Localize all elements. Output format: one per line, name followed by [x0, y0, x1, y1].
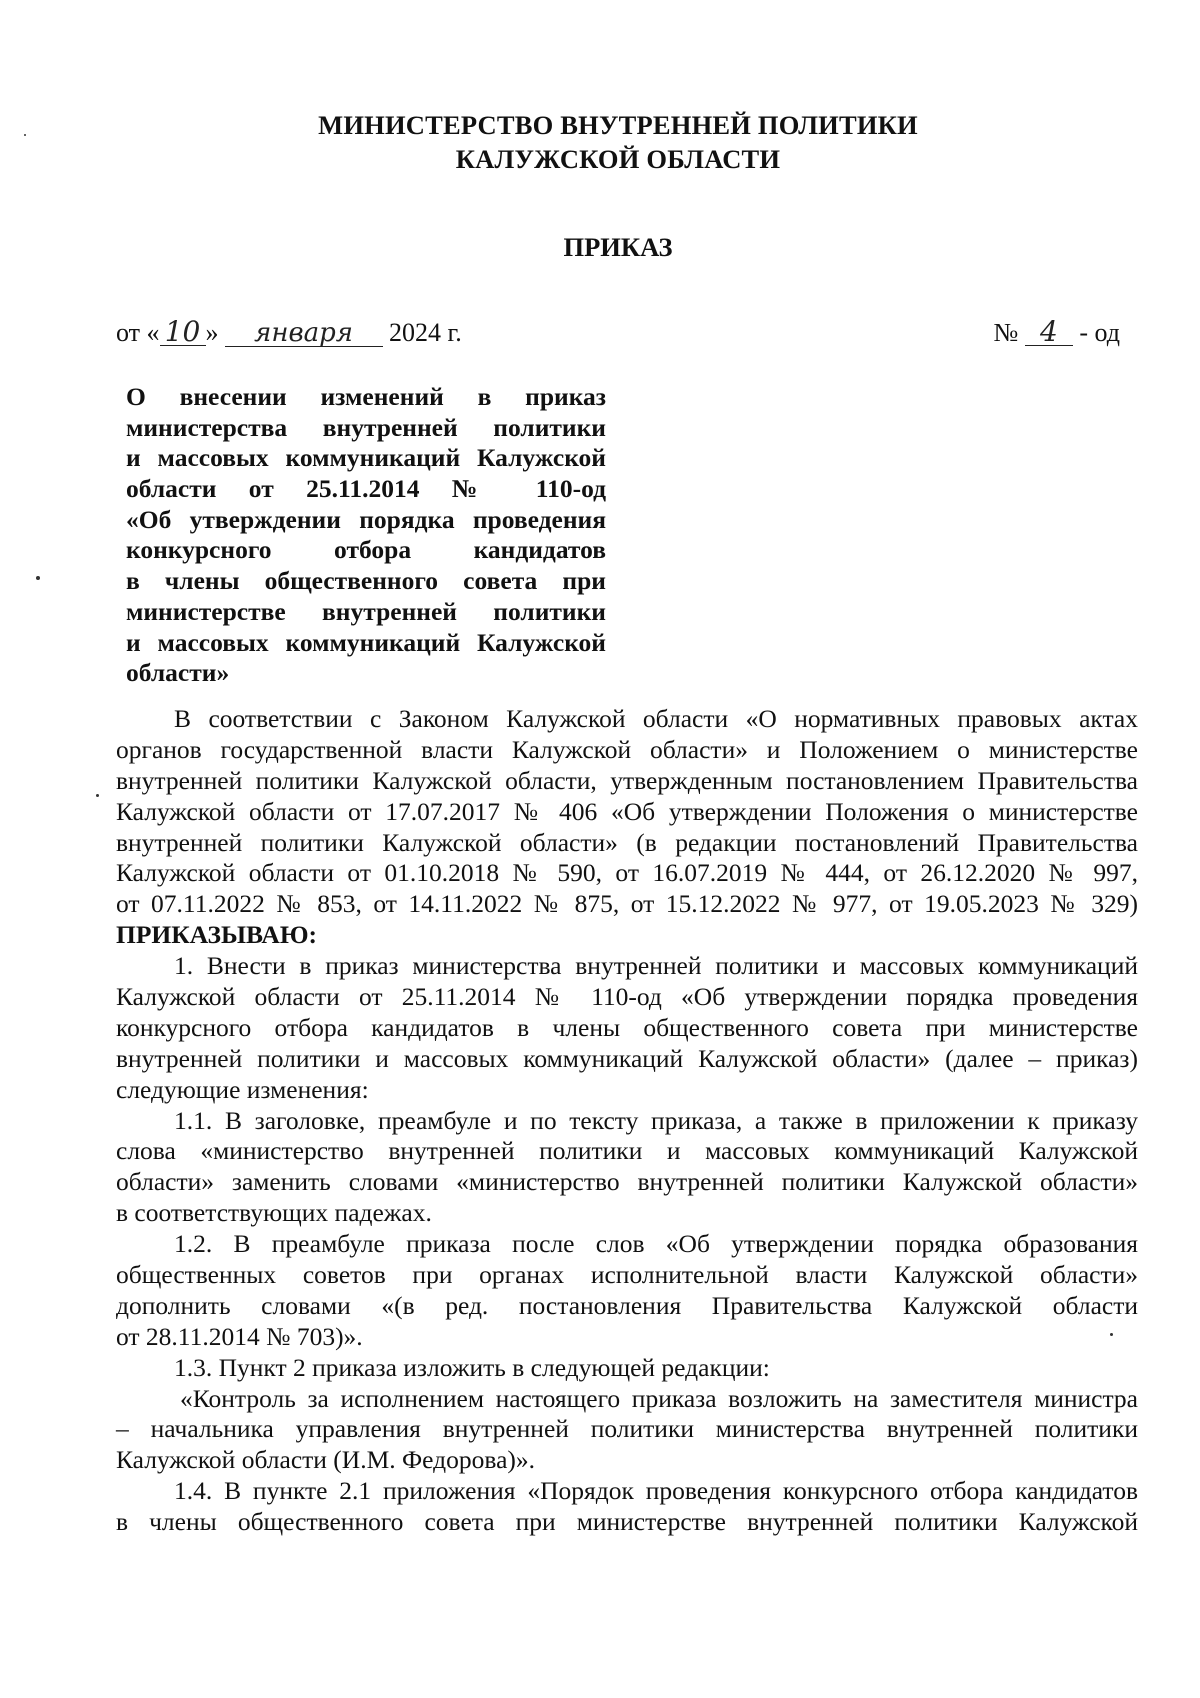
body-line: «Контроль за исполнением настоящего приказа возложить на заместителя министра — [180, 1383, 1138, 1413]
subject-line: и массовых коммуникаций Калужской — [126, 627, 606, 657]
ministry-name-line2: КАЛУЖСКОЙ ОБЛАСТИ — [455, 144, 781, 174]
body-line: Калужской области от 25.11.2014 № 110-од «Об утверждении порядка проведения — [116, 982, 1138, 1012]
body-line: внутренней политики Калужской области» (в редакции постановлений Правительства — [116, 827, 1138, 857]
body-line: слова «министерство внутренней политики и массовых коммуникаций Калужской — [116, 1136, 1138, 1166]
body-line: от 07.11.2022 № 853, от 14.11.2022 № 875, от 15.12.2022 № 977, от 19.05.2023 № 329) — [116, 889, 1138, 919]
body-line: Калужской области от 01.10.2018 № 590, от 16.07.2019 № 444, от 26.12.2020 № 997, — [116, 858, 1138, 888]
ministry-header — [0, 108, 1200, 176]
date-prefix: от « — [116, 318, 160, 347]
body-line: В соответствии с Законом Калужской области «О нормативных правовых актах — [174, 704, 1138, 733]
body-line: в члены общественного совета при министерстве внутренней политики Калужской — [116, 1507, 1138, 1537]
scan-speck — [36, 576, 40, 580]
body-line: дополнить словами «(в ред. постановления Правительства Калужской области — [116, 1290, 1138, 1320]
handwritten-number: 4 — [1025, 319, 1073, 346]
body-line: 1.1. В заголовке, преамбуле и по тексту приказа, а также в приложении к приказу — [174, 1105, 1138, 1135]
number-prefix: № — [993, 318, 1019, 347]
subject-line: конкурсного отбора кандидатов — [126, 535, 606, 565]
date-year: 2024 г. — [389, 318, 462, 347]
subject-line: министерстве внутренней политики — [126, 596, 606, 626]
handwritten-day: 10 — [160, 319, 206, 346]
body-line: внутренней политики и массовых коммуникаций Калужской области» (далее – приказ) — [116, 1043, 1138, 1073]
body-line: внутренней политики Калужской области, утвержденным постановлением Правительства — [116, 765, 1138, 795]
order-title: ПРИКАЗ — [563, 232, 673, 262]
date-mid: » — [205, 318, 219, 347]
body-line: Калужской области от 17.07.2017 № 406 «Об утверждении Положения о министерстве — [116, 796, 1138, 826]
body-line: 1.2. В преамбуле приказа после слов «Об утверждении порядка образования — [174, 1229, 1138, 1259]
subject-line: области» — [126, 658, 230, 688]
subject-line: О внесении изменений в приказ — [126, 382, 606, 411]
order-directive: ПРИКАЗЫВАЮ: — [116, 920, 318, 950]
scan-speck — [96, 794, 99, 797]
body-line: Калужской области (И.М. Федорова)». — [116, 1445, 536, 1475]
ministry-name-line1: МИНИСТЕРСТВО ВНУТРЕННЕЙ ПОЛИТИКИ — [318, 110, 918, 140]
body-line: области» заменить словами «министерство внутренней политики Калужской области» — [116, 1167, 1138, 1197]
body-line: конкурсного отбора кандидатов в члены общественного совета при министерстве — [116, 1012, 1138, 1042]
order-body — [116, 704, 1138, 1538]
subject-line: «Об утверждении порядка проведения — [126, 504, 606, 534]
subject-line: министерства внутренней политики — [126, 412, 606, 442]
subject-line: в члены общественного совета при — [126, 566, 606, 596]
order-subject — [126, 382, 606, 689]
order-number — [993, 315, 1120, 348]
subject-line: и массовых коммуникаций Калужской — [126, 443, 606, 473]
body-line: от 28.11.2014 № 703)». — [116, 1321, 363, 1351]
subject-line: области от 25.11.2014 № 110-од — [126, 474, 606, 504]
body-line: 1. Внести в приказ министерства внутренней политики и массовых коммуникаций — [174, 951, 1138, 981]
body-line: общественных советов при органах исполнительной власти Калужской области» — [116, 1260, 1138, 1290]
body-line: 1.3. Пункт 2 приказа изложить в следующей редакции: — [174, 1352, 770, 1382]
body-line: 1.4. В пункте 2.1 приложения «Порядок проведения конкурсного отбора кандидатов — [174, 1476, 1138, 1506]
body-line: – начальника управления внутренней политики министерства внутренней политики — [116, 1414, 1138, 1444]
body-line: органов государственной власти Калужской области» и Положением о министерстве — [116, 734, 1138, 764]
body-line: следующие изменения: — [116, 1074, 369, 1104]
body-line: в соответствующих падежах. — [116, 1198, 432, 1228]
order-date — [116, 315, 462, 348]
handwritten-month: января — [225, 320, 383, 347]
number-suffix: - од — [1079, 318, 1120, 347]
